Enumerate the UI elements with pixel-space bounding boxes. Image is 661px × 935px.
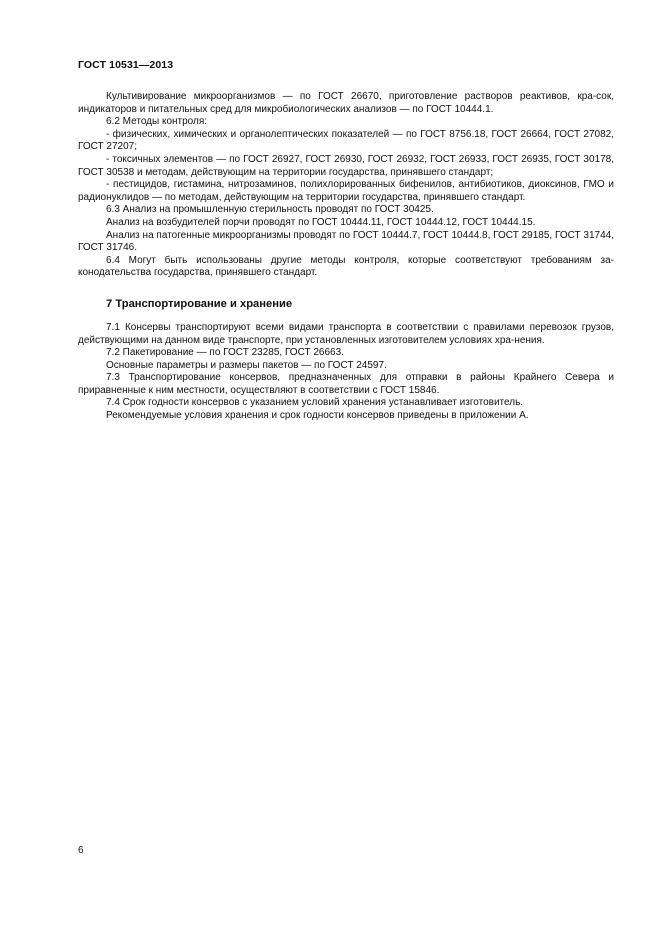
list-item-toxic: - токсичных элементов — по ГОСТ 26927, ГОСТ 26930, ГОСТ 26932, ГОСТ 26933, ГОСТ 26935, ГОСТ 30178, ГОСТ 30538 и методам, действующим на территории государства, принявшего стандарт; — [78, 153, 614, 178]
paragraph-cultivation: Культивирование микроорганизмов — по ГОСТ 26670, приготовление растворов реактивов, кра-сок, индикаторов и питательных сред для микробиологических анализов — по ГОСТ 10444.1. — [78, 91, 614, 115]
paragraph-7-4: 7.4 Срок годности консервов с указанием условий хранения устанавливает изготовитель. — [106, 397, 524, 409]
paragraph-recommended: Рекомендуемые условия хранения и срок годности консервов приведены в приложении А. — [106, 410, 529, 422]
list-item-pesticides: - пестицидов, гистамина, нитрозаминов, полихлорированных бифенилов, антибиотиков, диоксинов, ГМО и радионуклидов — по методам, действующим на территории государства, принявшего стандарт. — [78, 179, 614, 203]
list-item-physical: - физических, химических и органолептических показателей — по ГОСТ 8756.18, ГОСТ 26664, ГОСТ 27082, ГОСТ 27207; — [78, 128, 614, 153]
paragraph-6-3: 6.3 Анализ на промышленную стерильность проводят по ГОСТ 30425. — [106, 204, 434, 216]
paragraph-7-3: 7.3 Транспортирование консервов, предназначенных для отправки в районы Крайнего Севера и приравненные к ним местности, осуществляют в соответствии с ГОСТ 15846. — [78, 372, 614, 396]
document-body — [78, 91, 614, 423]
document-header: ГОСТ 10531—2013 — [78, 59, 174, 71]
paragraph-7-2: 7.2 Пакетирование — по ГОСТ 23285, ГОСТ 26663. — [106, 347, 344, 359]
section-7-title: 7 Транспортирование и хранение — [106, 297, 293, 310]
paragraph-7-1: 7.1 Консервы транспортируют всеми видами транспорта в соответствии с правилами перевозок грузов, действующими на данном виде транспорте, при установленных изготовителем условиях хра-нения. — [78, 321, 614, 346]
paragraph-packages: Основные параметры и размеры пакетов — по ГОСТ 24597. — [106, 359, 387, 371]
paragraph-spoilage: Анализ на возбудителей порчи проводят по ГОСТ 10444.11, ГОСТ 10444.12, ГОСТ 10444.15. — [106, 216, 536, 228]
paragraph-6-4: 6.4 Могут быть использованы другие методы контроля, которые соответствуют требованиям за-конодательства государства, принявшего стандарт. — [78, 254, 614, 279]
paragraph-6-2-heading: 6.2 Методы контроля: — [106, 116, 208, 128]
page-number: 6 — [78, 845, 84, 856]
paragraph-pathogens: Анализ на патогенные микроорганизмы проводят по ГОСТ 10444.7, ГОСТ 10444.8, ГОСТ 29185, ГОСТ 31744, ГОСТ 31746. — [78, 229, 614, 254]
